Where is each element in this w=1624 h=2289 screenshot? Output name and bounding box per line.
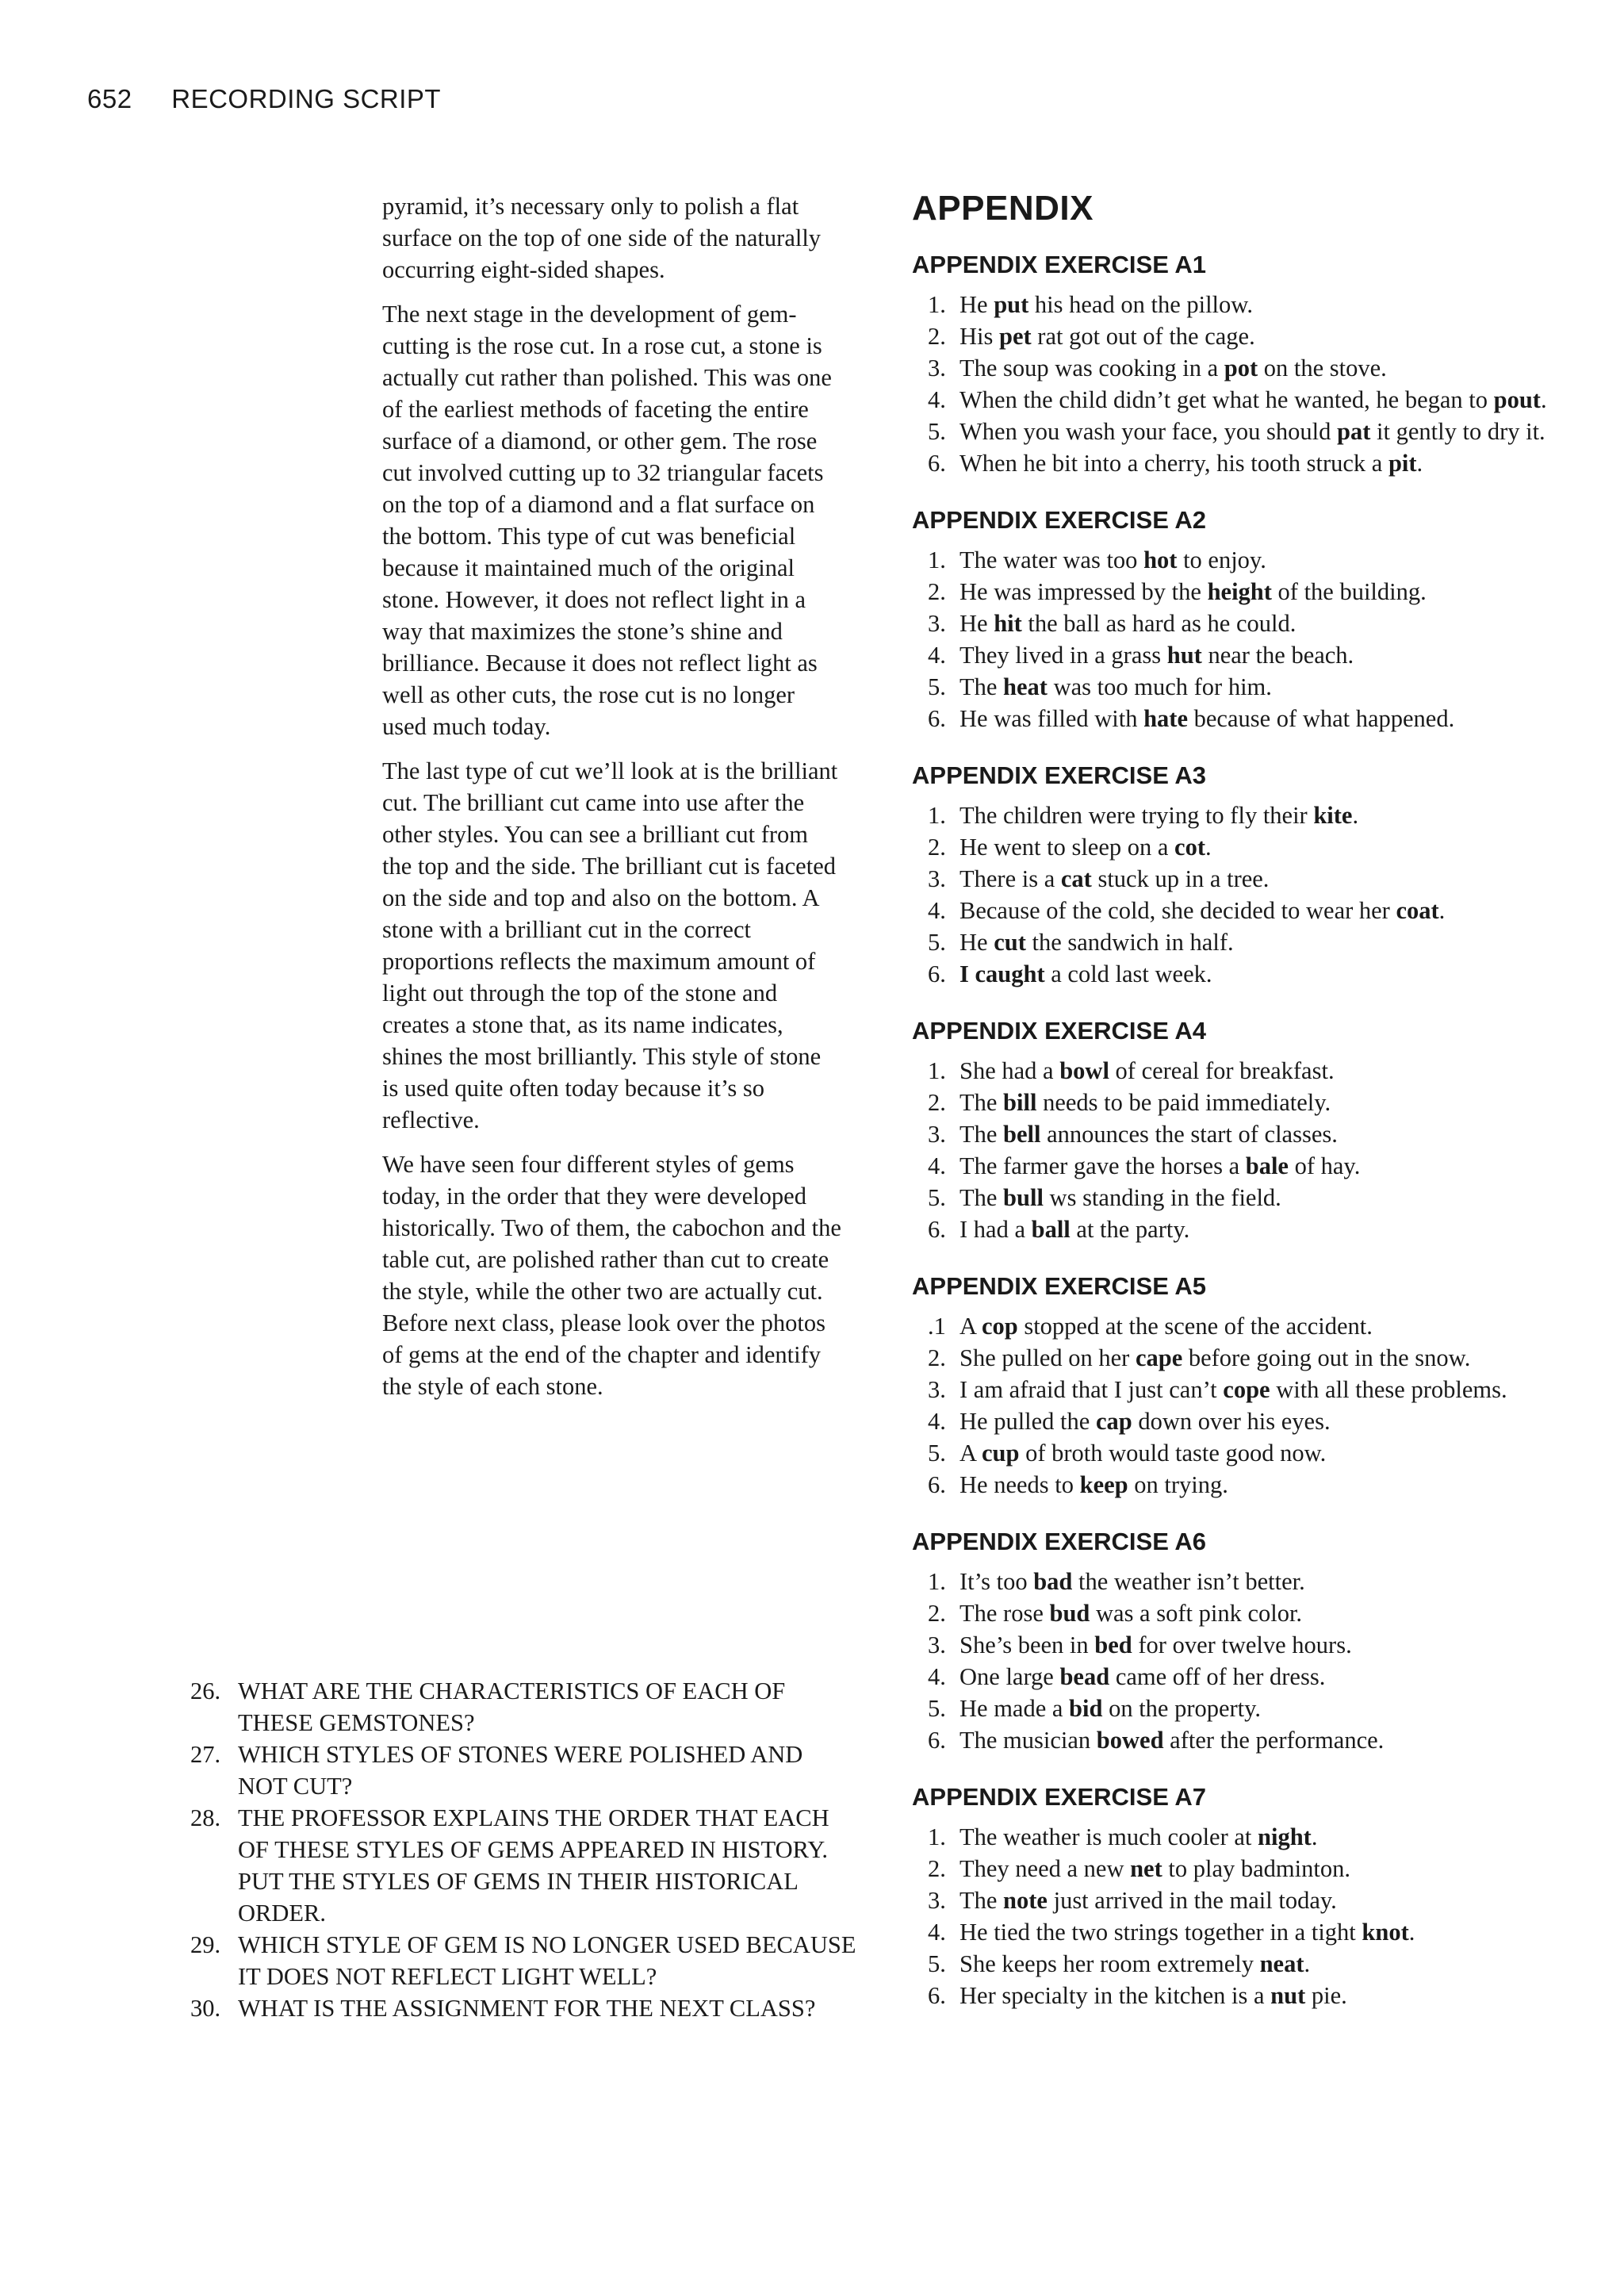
- sentence-text: He needs to: [959, 1471, 1080, 1498]
- appendix-exercise: [912, 761, 1562, 990]
- target-word: bead: [1059, 1663, 1110, 1690]
- target-word: note: [1003, 1887, 1048, 1914]
- exercise-sentence: [912, 352, 1562, 384]
- target-word: kite: [1313, 802, 1353, 829]
- sentence-text: after the performance.: [1163, 1727, 1385, 1754]
- sentence-number: 3.: [928, 1887, 946, 1914]
- sentence-text: The: [959, 1089, 1004, 1116]
- sentence-text: The soup was cooking in a: [959, 355, 1224, 382]
- sentence-text: The: [959, 1184, 1004, 1211]
- question-number: 28.: [190, 1804, 221, 1831]
- sentence-number: 3.: [928, 865, 946, 892]
- exercise-sentence: [912, 1821, 1562, 1853]
- sentence-text: One large: [959, 1663, 1060, 1690]
- exercise-sentence-list: [912, 289, 1562, 479]
- target-word: nut: [1270, 1982, 1306, 2009]
- target-word: cape: [1135, 1344, 1183, 1371]
- exercise-sentence: [912, 447, 1562, 479]
- sentence-number: 5.: [928, 1695, 946, 1722]
- exercise-title: APPENDIX EXERCISE A4: [912, 1017, 1206, 1045]
- exercise-sentence: [912, 416, 1562, 447]
- exercise-sentence: [912, 1916, 1562, 1948]
- target-word: hit: [994, 610, 1022, 637]
- exercise-sentence: [912, 1087, 1562, 1118]
- target-word: hot: [1143, 546, 1178, 573]
- target-word: pet: [999, 323, 1032, 350]
- exercise-sentence: [912, 576, 1562, 608]
- target-word: height: [1207, 578, 1272, 605]
- exercise-title: APPENDIX EXERCISE A6: [912, 1528, 1206, 1555]
- target-word: cut: [994, 929, 1026, 956]
- sentence-number: 2.: [928, 1089, 946, 1116]
- exercise-sentence-list: [912, 1310, 1562, 1501]
- sentence-text: When he bit into a cherry, his tooth struck a: [959, 450, 1388, 477]
- sentence-text: was too much for him.: [1047, 673, 1272, 700]
- sentence-text: pie.: [1305, 1982, 1347, 2009]
- exercise-sentence: [912, 1469, 1562, 1501]
- appendix-exercise: [912, 1528, 1562, 1756]
- sentence-number: 3.: [928, 1631, 946, 1658]
- sentence-text: just arrived in the mail today.: [1047, 1887, 1337, 1914]
- sentence-number: 1.: [928, 1823, 946, 1850]
- exercise-sentence: [912, 639, 1562, 671]
- exercise-sentence-list: [912, 544, 1562, 734]
- exercise-sentence-list: [912, 1821, 1562, 2011]
- sentence-text: .: [1304, 1950, 1311, 1977]
- sentence-text: stuck up in a tree.: [1091, 865, 1270, 892]
- sentence-number: 5.: [928, 929, 946, 956]
- sentence-text: .: [1540, 386, 1547, 413]
- appendix-exercise: [912, 251, 1562, 479]
- sentence-text: She keeps her room extremely: [959, 1950, 1260, 1977]
- exercise-sentence: [912, 1437, 1562, 1469]
- appendix-exercises: [912, 251, 1562, 2011]
- sentence-text: He: [959, 610, 994, 637]
- sentence-number: 6.: [928, 705, 946, 732]
- exercise-sentence: [912, 863, 1562, 895]
- exercise-sentence: [912, 1948, 1562, 1980]
- sentence-number: 4.: [928, 386, 946, 413]
- sentence-text: .: [1352, 802, 1359, 829]
- sentence-text: The rose: [959, 1600, 1050, 1627]
- exercise-sentence: [912, 320, 1562, 352]
- sentence-number: 4.: [928, 642, 946, 669]
- script-paragraph: The last type of cut we’ll look at is the brilliant cut. The brilliant cut came into use after the other styles. You can see a brilliant cut from the top and the side. The brilliant cut is faceted on the side and top and also on the bottom. A stone with a brilliant cut in the correct proportions reflects the maximum amount of light out through the top of the stone and creates a stone that, as its name indicates, shines the most brilliantly. This style of stone is used quite often today because it’s so reflective.: [382, 757, 838, 1133]
- sentence-text: at the party.: [1070, 1216, 1190, 1243]
- sentence-text: for over twelve hours.: [1132, 1631, 1352, 1658]
- sentence-text: He tied the two strings together in a tight: [959, 1919, 1362, 1946]
- exercise-title: APPENDIX EXERCISE A3: [912, 761, 1206, 789]
- target-word: pat: [1337, 418, 1371, 445]
- sentence-number: 2.: [928, 578, 946, 605]
- sentence-text: to enjoy.: [1177, 546, 1266, 573]
- target-word: bill: [1003, 1089, 1037, 1116]
- sentence-text: .: [1416, 450, 1423, 477]
- exercise-sentence: [912, 671, 1562, 703]
- sentence-number: 5.: [928, 1440, 946, 1467]
- script-column: [382, 190, 842, 1415]
- sentence-text: to play badminton.: [1162, 1855, 1350, 1882]
- appendix-column: [912, 189, 1562, 2038]
- sentence-text: of the building.: [1271, 578, 1427, 605]
- exercise-sentence: [912, 703, 1562, 734]
- question-item: [190, 1739, 856, 1802]
- sentence-text: He: [959, 929, 994, 956]
- sentence-text: a cold last week.: [1044, 960, 1212, 987]
- sentence-text: The: [959, 673, 1004, 700]
- sentence-number: 6.: [928, 1982, 946, 2009]
- sentence-number: 5.: [928, 673, 946, 700]
- sentence-text: They need a new: [959, 1855, 1131, 1882]
- question-list: [190, 1675, 856, 2024]
- sentence-text: The: [959, 1887, 1004, 1914]
- question-item: [190, 1802, 856, 1929]
- sentence-text: rat got out of the cage.: [1031, 323, 1255, 350]
- question-number: 29.: [190, 1931, 221, 1958]
- sentence-text: The children were trying to fly their: [959, 802, 1314, 829]
- sentence-number: 6.: [928, 960, 946, 987]
- exercise-sentence: [912, 1853, 1562, 1884]
- sentence-text: stopped at the scene of the accident.: [1017, 1313, 1373, 1340]
- sentence-text: She pulled on her: [959, 1344, 1136, 1371]
- exercise-sentence: [912, 289, 1562, 320]
- target-word: cat: [1060, 865, 1092, 892]
- question-text: WHAT ARE THE CHARACTERISTICS OF EACH OF THESE GEMSTONES?: [238, 1677, 786, 1736]
- exercise-title: APPENDIX EXERCISE A5: [912, 1272, 1206, 1300]
- exercise-sentence: [912, 1661, 1562, 1693]
- exercise-sentence: [912, 1884, 1562, 1916]
- exercise-sentence: [912, 1214, 1562, 1245]
- exercise-sentence: [912, 1597, 1562, 1629]
- exercise-sentence: [912, 1342, 1562, 1374]
- sentence-text: announces the start of classes.: [1040, 1121, 1338, 1148]
- sentence-text: The weather is much cooler at: [959, 1823, 1258, 1850]
- sentence-text: .: [1311, 1823, 1318, 1850]
- target-word: bowl: [1059, 1057, 1109, 1084]
- sentence-text: She had a: [959, 1057, 1060, 1084]
- target-word: cop: [981, 1313, 1018, 1340]
- sentence-text: .: [1408, 1919, 1415, 1946]
- sentence-number: 2.: [928, 323, 946, 350]
- target-word: coat: [1396, 897, 1439, 924]
- sentence-text: of hay.: [1288, 1152, 1361, 1179]
- question-text: THE PROFESSOR EXPLAINS THE ORDER THAT EACH OF THESE STYLES OF GEMS APPEARED IN HISTORY. PUT THE STYLES OF GEMS IN THEIR HISTORICAL ORDER.: [238, 1804, 829, 1927]
- sentence-number: 1.: [928, 291, 946, 318]
- sentence-number: 4.: [928, 1663, 946, 1690]
- target-word: keep: [1079, 1471, 1128, 1498]
- sentence-text: When you wash your face, you should: [959, 418, 1338, 445]
- sentence-number: 2.: [928, 1600, 946, 1627]
- exercise-title: APPENDIX EXERCISE A7: [912, 1783, 1206, 1811]
- sentence-text: the ball as hard as he could.: [1021, 610, 1297, 637]
- target-word: I caught: [959, 960, 1045, 987]
- exercise-sentence: [912, 831, 1562, 863]
- exercise-sentence: [912, 1693, 1562, 1724]
- appendix-exercise: [912, 1272, 1562, 1501]
- appendix-exercise: [912, 1017, 1562, 1245]
- sentence-number: 5.: [928, 418, 946, 445]
- sentence-text: A: [959, 1440, 982, 1467]
- sentence-number: 5.: [928, 1950, 946, 1977]
- exercise-sentence: [912, 1724, 1562, 1756]
- page-number: 652: [87, 84, 132, 113]
- sentence-text: his head on the pillow.: [1028, 291, 1253, 318]
- question-text: WHICH STYLE OF GEM IS NO LONGER USED BECAUSE IT DOES NOT REFLECT LIGHT WELL?: [238, 1931, 856, 1990]
- sentence-number: .1: [928, 1313, 946, 1340]
- exercise-sentence: [912, 544, 1562, 576]
- sentence-text: The farmer gave the horses a: [959, 1152, 1246, 1179]
- question-number: 27.: [190, 1741, 221, 1768]
- target-word: pot: [1224, 355, 1258, 382]
- exercise-sentence: [912, 895, 1562, 926]
- question-text: WHICH STYLES OF STONES WERE POLISHED AND NOT CUT?: [238, 1741, 803, 1800]
- sentence-text: He made a: [959, 1695, 1070, 1722]
- sentence-number: 2.: [928, 1344, 946, 1371]
- exercise-sentence: [912, 1629, 1562, 1661]
- sentence-number: 2.: [928, 834, 946, 861]
- sentence-number: 4.: [928, 897, 946, 924]
- target-word: net: [1130, 1855, 1162, 1882]
- sentence-text: was a soft pink color.: [1090, 1600, 1303, 1627]
- target-word: bad: [1033, 1568, 1073, 1595]
- appendix-heading: APPENDIX: [912, 189, 1094, 228]
- sentence-text: His: [959, 323, 999, 350]
- target-word: pout: [1493, 386, 1541, 413]
- sentence-text: near the beach.: [1201, 642, 1354, 669]
- script-paragraph: We have seen four different styles of gems today, in the order that they were developed historically. Two of them, the cabochon and the table cut, are polished rather than cut to create the style, while the other two are actually cut. Before next class, please look over the photos of gems at the end of the chapter and identify the style of each stone.: [382, 1151, 841, 1400]
- sentence-text: the weather isn’t better.: [1072, 1568, 1305, 1595]
- target-word: neat: [1259, 1950, 1304, 1977]
- sentence-text: She’s been in: [959, 1631, 1095, 1658]
- sentence-text: down over his eyes.: [1132, 1408, 1331, 1435]
- section-title: RECORDING SCRIPT: [171, 84, 442, 113]
- sentence-text: The musician: [959, 1727, 1097, 1754]
- sentence-text: came off of her dress.: [1109, 1663, 1326, 1690]
- sentence-number: 1.: [928, 802, 946, 829]
- sentence-text: .: [1438, 897, 1446, 924]
- sentence-text: needs to be paid immediately.: [1036, 1089, 1331, 1116]
- question-item: [190, 1992, 856, 2024]
- sentence-number: 6.: [928, 1727, 946, 1754]
- sentence-text: it gently to dry it.: [1370, 418, 1545, 445]
- target-word: cope: [1223, 1376, 1270, 1403]
- exercise-sentence-list: [912, 1566, 1562, 1756]
- sentence-text: They lived in a grass: [959, 642, 1167, 669]
- target-word: knot: [1362, 1919, 1409, 1946]
- sentence-text: with all these problems.: [1270, 1376, 1507, 1403]
- sentence-number: 1.: [928, 1057, 946, 1084]
- sentence-text: before going out in the snow.: [1182, 1344, 1471, 1371]
- exercise-sentence: [912, 799, 1562, 831]
- appendix-exercise: [912, 506, 1562, 734]
- exercise-sentence: [912, 1566, 1562, 1597]
- question-text: WHAT IS THE ASSIGNMENT FOR THE NEXT CLASS?: [238, 1995, 816, 2022]
- exercise-sentence: [912, 384, 1562, 416]
- sentence-text: .: [1205, 834, 1212, 861]
- target-word: bull: [1003, 1184, 1044, 1211]
- sentence-number: 4.: [928, 1408, 946, 1435]
- script-paragraph: pyramid, it’s necessary only to polish a flat surface on the top of one side of the naturally occurring eight-sided shapes.: [382, 193, 822, 283]
- sentence-number: 3.: [928, 355, 946, 382]
- sentence-text: He was filled with: [959, 705, 1144, 732]
- exercise-sentence: [912, 1405, 1562, 1437]
- sentence-text: of cereal for breakfast.: [1109, 1057, 1335, 1084]
- script-paragraph: The next stage in the development of gem-cutting is the rose cut. In a rose cut, a stone is actually cut rather than polished. This was one of the earliest methods of faceting the entire surface of a diamond, or other gem. The rose cut involved cutting up to 32 triangular facets on the top of a diamond and a flat surface on the bottom. This type of cut was beneficial because it maintained much of the original stone. However, it does not reflect light in a way that maximizes the stone’s shine and brilliance. Because it does not reflect light as well as other cuts, the rose cut is no longer used much today.: [382, 301, 832, 740]
- question-item: [190, 1675, 856, 1739]
- sentence-text: ws standing in the field.: [1043, 1184, 1281, 1211]
- sentence-number: 4.: [928, 1919, 946, 1946]
- sentence-text: He went to sleep on a: [959, 834, 1175, 861]
- target-word: bud: [1049, 1600, 1090, 1627]
- sentence-number: 6.: [928, 450, 946, 477]
- exercise-sentence: [912, 1118, 1562, 1150]
- target-word: bowed: [1096, 1727, 1164, 1754]
- sentence-text: on the stove.: [1258, 355, 1387, 382]
- target-word: bale: [1245, 1152, 1289, 1179]
- sentence-text: on trying.: [1128, 1471, 1228, 1498]
- target-word: ball: [1031, 1216, 1071, 1243]
- target-word: night: [1258, 1823, 1312, 1850]
- exercise-sentence: [912, 926, 1562, 958]
- sentence-number: 2.: [928, 1855, 946, 1882]
- exercise-sentence: [912, 1310, 1562, 1342]
- exercise-title: APPENDIX EXERCISE A1: [912, 251, 1206, 278]
- sentence-number: 4.: [928, 1152, 946, 1179]
- question-number: 30.: [190, 1995, 221, 2022]
- target-word: bid: [1069, 1695, 1103, 1722]
- exercise-sentence-list: [912, 799, 1562, 990]
- sentence-text: The: [959, 1121, 1004, 1148]
- target-word: cap: [1095, 1408, 1132, 1435]
- sentence-text: I am afraid that I just can’t: [959, 1376, 1224, 1403]
- exercise-sentence: [912, 958, 1562, 990]
- sentence-text: The water was too: [959, 546, 1144, 573]
- sentence-text: Her specialty in the kitchen is a: [959, 1982, 1271, 2009]
- sentence-number: 5.: [928, 1184, 946, 1211]
- appendix-exercise: [912, 1783, 1562, 2011]
- running-head: [87, 84, 441, 114]
- exercise-sentence-list: [912, 1055, 1562, 1245]
- target-word: pit: [1388, 450, 1417, 477]
- sentence-number: 6.: [928, 1216, 946, 1243]
- sentence-number: 6.: [928, 1471, 946, 1498]
- target-word: bed: [1094, 1631, 1132, 1658]
- sentence-text: He was impressed by the: [959, 578, 1208, 605]
- exercise-sentence: [912, 608, 1562, 639]
- target-word: cot: [1174, 834, 1205, 861]
- sentence-number: 1.: [928, 546, 946, 573]
- target-word: bell: [1003, 1121, 1041, 1148]
- target-word: put: [994, 291, 1029, 318]
- exercise-sentence: [912, 1150, 1562, 1182]
- sentence-text: He: [959, 291, 994, 318]
- target-word: hut: [1166, 642, 1202, 669]
- sentence-number: 1.: [928, 1568, 946, 1595]
- sentence-text: He pulled the: [959, 1408, 1096, 1435]
- sentence-text: Because of the cold, she decided to wear her: [959, 897, 1396, 924]
- sentence-text: of broth would taste good now.: [1019, 1440, 1327, 1467]
- sentence-text: It’s too: [959, 1568, 1034, 1595]
- sentence-number: 3.: [928, 1121, 946, 1148]
- exercise-sentence: [912, 1980, 1562, 2011]
- sentence-text: I had a: [959, 1216, 1032, 1243]
- target-word: hate: [1143, 705, 1189, 732]
- sentence-number: 3.: [928, 1376, 946, 1403]
- sentence-text: the sandwich in half.: [1025, 929, 1234, 956]
- sentence-text: because of what happened.: [1188, 705, 1455, 732]
- question-item: [190, 1929, 856, 1992]
- target-word: cup: [981, 1440, 1020, 1467]
- sentence-text: on the property.: [1102, 1695, 1262, 1722]
- target-word: heat: [1003, 673, 1048, 700]
- exercise-sentence: [912, 1182, 1562, 1214]
- sentence-text: There is a: [959, 865, 1061, 892]
- sentence-text: When the child didn’t get what he wanted, he began to: [959, 386, 1494, 413]
- exercise-sentence: [912, 1055, 1562, 1087]
- exercise-title: APPENDIX EXERCISE A2: [912, 506, 1206, 534]
- sentence-text: A: [959, 1313, 982, 1340]
- exercise-sentence: [912, 1374, 1562, 1405]
- question-number: 26.: [190, 1677, 221, 1704]
- sentence-number: 3.: [928, 610, 946, 637]
